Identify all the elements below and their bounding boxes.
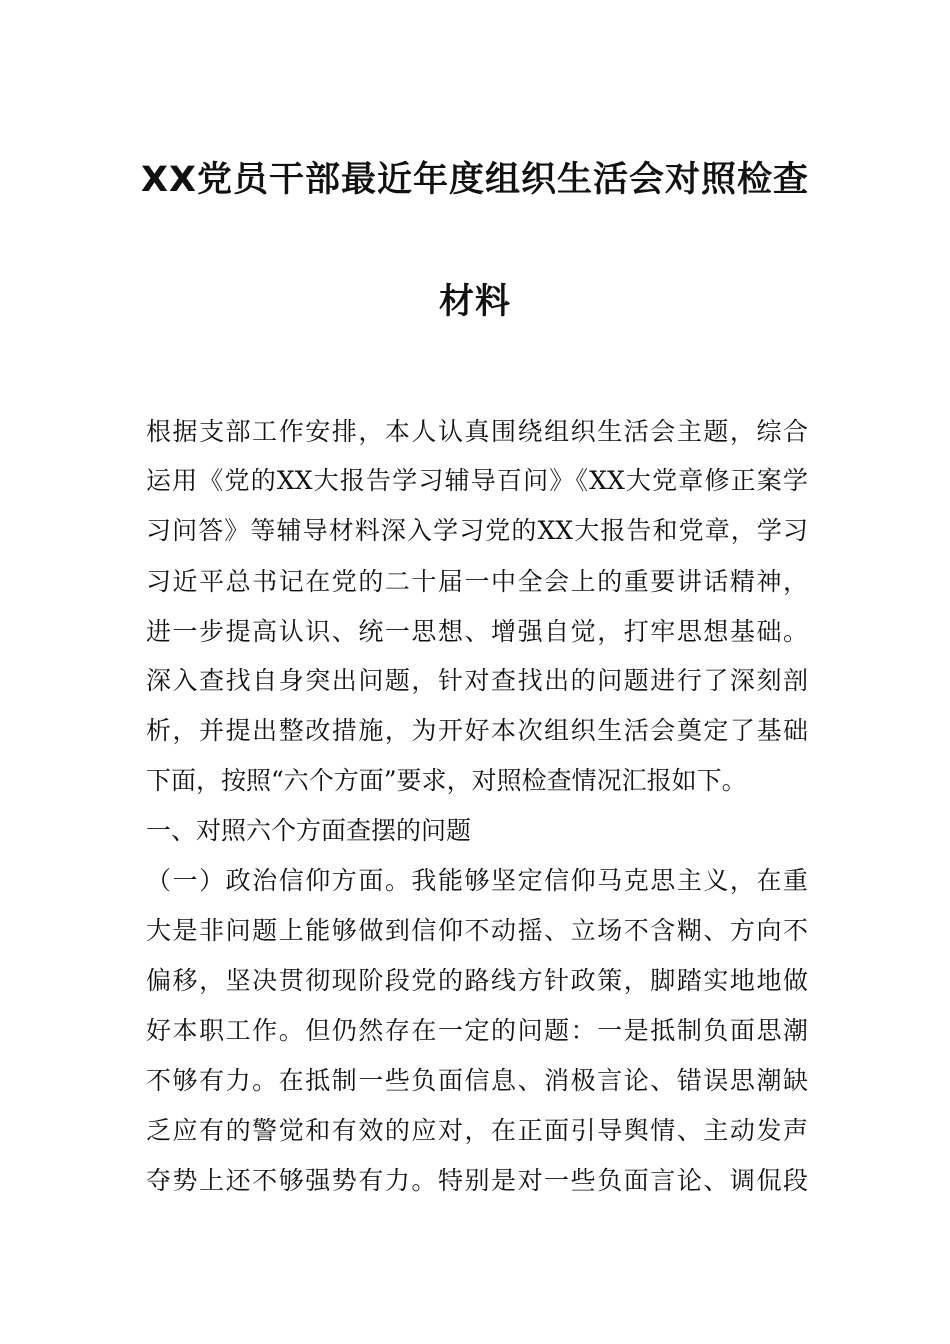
section-heading: 一、对照六个方面查摆的问题 — [146, 816, 472, 845]
body-text-line: 深入查找自身突出问题，针对查找出的问题进行了深刻剖 — [146, 666, 808, 695]
body-text-line: 大是非问题上能够做到信仰不动摇、立场不含糊、方向不 — [146, 916, 808, 945]
body-text-line: 夺势上还不够强势有力。特别是对一些负面言论、调侃段 — [146, 1166, 808, 1195]
body-text-line: 下面，按照“六个方面”要求，对照检查情况汇报如下。 — [146, 766, 747, 795]
body-text-line: 根据支部工作安排，本人认真围绕组织生活会主题，综合 — [146, 417, 808, 446]
body-text-line: 好本职工作。但仍然存在一定的问题：一是抵制负面思潮 — [146, 1016, 808, 1045]
body-text-line: 不够有力。在抵制一些负面信息、消极言论、错误思潮缺 — [146, 1066, 808, 1095]
document-title-line-1: XX党员干部最近年度组织生活会对照检查 — [141, 160, 809, 200]
body-text-line: 运用《党的XX大报告学习辅导百问》《XX大党章修正案学 — [146, 466, 808, 495]
body-text-line: （一）政治信仰方面。我能够坚定信仰马克思主义，在重 — [146, 866, 808, 895]
body-text-line: 偏移，坚决贯彻现阶段党的路线方针政策，脚踏实地地做 — [146, 966, 808, 995]
body-text-line: 习问答》等辅导材料深入学习党的XX大报告和党章，学习 — [146, 516, 808, 545]
body-text-line: 乏应有的警觉和有效的应对，在正面引导舆情、主动发声 — [146, 1116, 808, 1145]
body-text-line: 进一步提高认识、统一思想、增强自觉，打牢思想基础。 — [146, 617, 808, 646]
document-title-line-2: 材料 — [438, 282, 511, 322]
body-text-line: 析，并提出整改措施，为开好本次组织生活会奠定了基础 — [146, 716, 808, 745]
body-text-line: 习近平总书记在党的二十届一中全会上的重要讲话精神， — [146, 567, 808, 596]
